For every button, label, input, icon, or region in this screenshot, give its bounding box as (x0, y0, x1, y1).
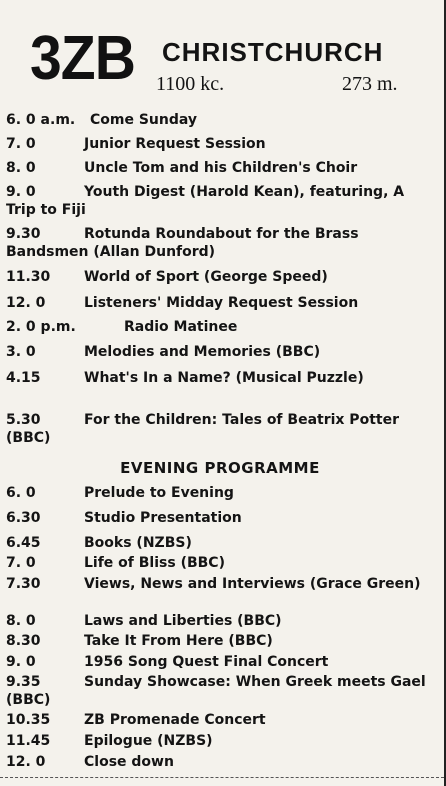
schedule-entry (6, 225, 436, 261)
entry-program: Radio Matinee (124, 319, 238, 335)
entry-program: Life of Bliss (BBC) (84, 555, 225, 571)
entry-program: For the Children: Tales of Beatrix Potter (BBC) (6, 412, 399, 446)
entry-time: 12. 0 (6, 754, 46, 770)
entry-time: 7.30 (6, 576, 41, 592)
schedule-entry (6, 183, 436, 219)
station-frequency: 1100 kc. (156, 73, 225, 95)
schedule-entry (6, 575, 436, 593)
entry-time: 6. 0 a.m. (6, 112, 76, 128)
entry-program: World of Sport (George Speed) (84, 269, 328, 285)
entry-time: 12. 0 (6, 295, 46, 311)
entry-program: What's In a Name? (Musical Puzzle) (84, 370, 364, 386)
entry-time: 9. 0 (6, 654, 36, 670)
entry-time: 9.35 (6, 674, 41, 690)
schedule-entry (6, 411, 436, 447)
entry-time: 6.45 (6, 535, 41, 551)
station-call-sign: 3ZB (30, 24, 136, 93)
entry-program: Come Sunday (90, 112, 198, 128)
entry-program: Melodies and Memories (BBC) (84, 344, 321, 360)
entry-time: 9.30 (6, 226, 41, 242)
entry-program: Youth Digest (Harold Kean), featuring, A Trip to Fiji (6, 184, 405, 218)
entry-program: Uncle Tom and his Children's Choir (84, 160, 358, 176)
entry-time: 6. 0 (6, 485, 36, 501)
entry-time: 8.30 (6, 633, 41, 649)
entry-program: Studio Presentation (84, 510, 242, 526)
entry-program: Close down (84, 754, 174, 770)
entry-program: Sunday Showcase: When Greek meets Gael (BBC) (6, 674, 426, 708)
station-wavelength: 273 m. (342, 73, 398, 95)
entry-time: 9. 0 (6, 184, 36, 200)
entry-time: 7. 0 (6, 555, 36, 571)
entry-time: 11.45 (6, 733, 51, 749)
entry-time: 7. 0 (6, 136, 36, 152)
entry-time: 6.30 (6, 510, 41, 526)
entry-program: Prelude to Evening (84, 485, 234, 501)
entry-program: Listeners' Midday Request Session (84, 295, 359, 311)
entry-time: 5.30 (6, 412, 41, 428)
entry-program: ZB Promenade Concert (84, 712, 266, 728)
schedule-entry (6, 369, 436, 387)
entry-program: Laws and Liberties (BBC) (84, 613, 282, 629)
evening-heading: EVENING PROGRAMME (120, 459, 320, 477)
entry-time: 8. 0 (6, 160, 36, 176)
entry-program: Take It From Here (BBC) (84, 633, 273, 649)
entry-time: 8. 0 (6, 613, 36, 629)
entry-program: Books (NZBS) (84, 535, 192, 551)
entry-time: 11.30 (6, 269, 51, 285)
entry-program: Junior Request Session (84, 136, 266, 152)
entry-program: Rotunda Roundabout for the Brass Bandsmen (Allan Dunford) (6, 226, 359, 260)
entry-time: 3. 0 (6, 344, 36, 360)
entry-time: 10.35 (6, 712, 51, 728)
entry-time: 2. 0 p.m. (6, 319, 76, 335)
entry-program: Views, News and Interviews (Grace Green) (84, 576, 421, 592)
schedule-entry (6, 673, 436, 709)
entry-program: Epilogue (NZBS) (84, 733, 213, 749)
station-city: CHRISTCHURCH (162, 37, 384, 67)
entry-time: 4.15 (6, 370, 41, 386)
bottom-divider (0, 777, 444, 778)
entry-program: 1956 Song Quest Final Concert (84, 654, 329, 670)
